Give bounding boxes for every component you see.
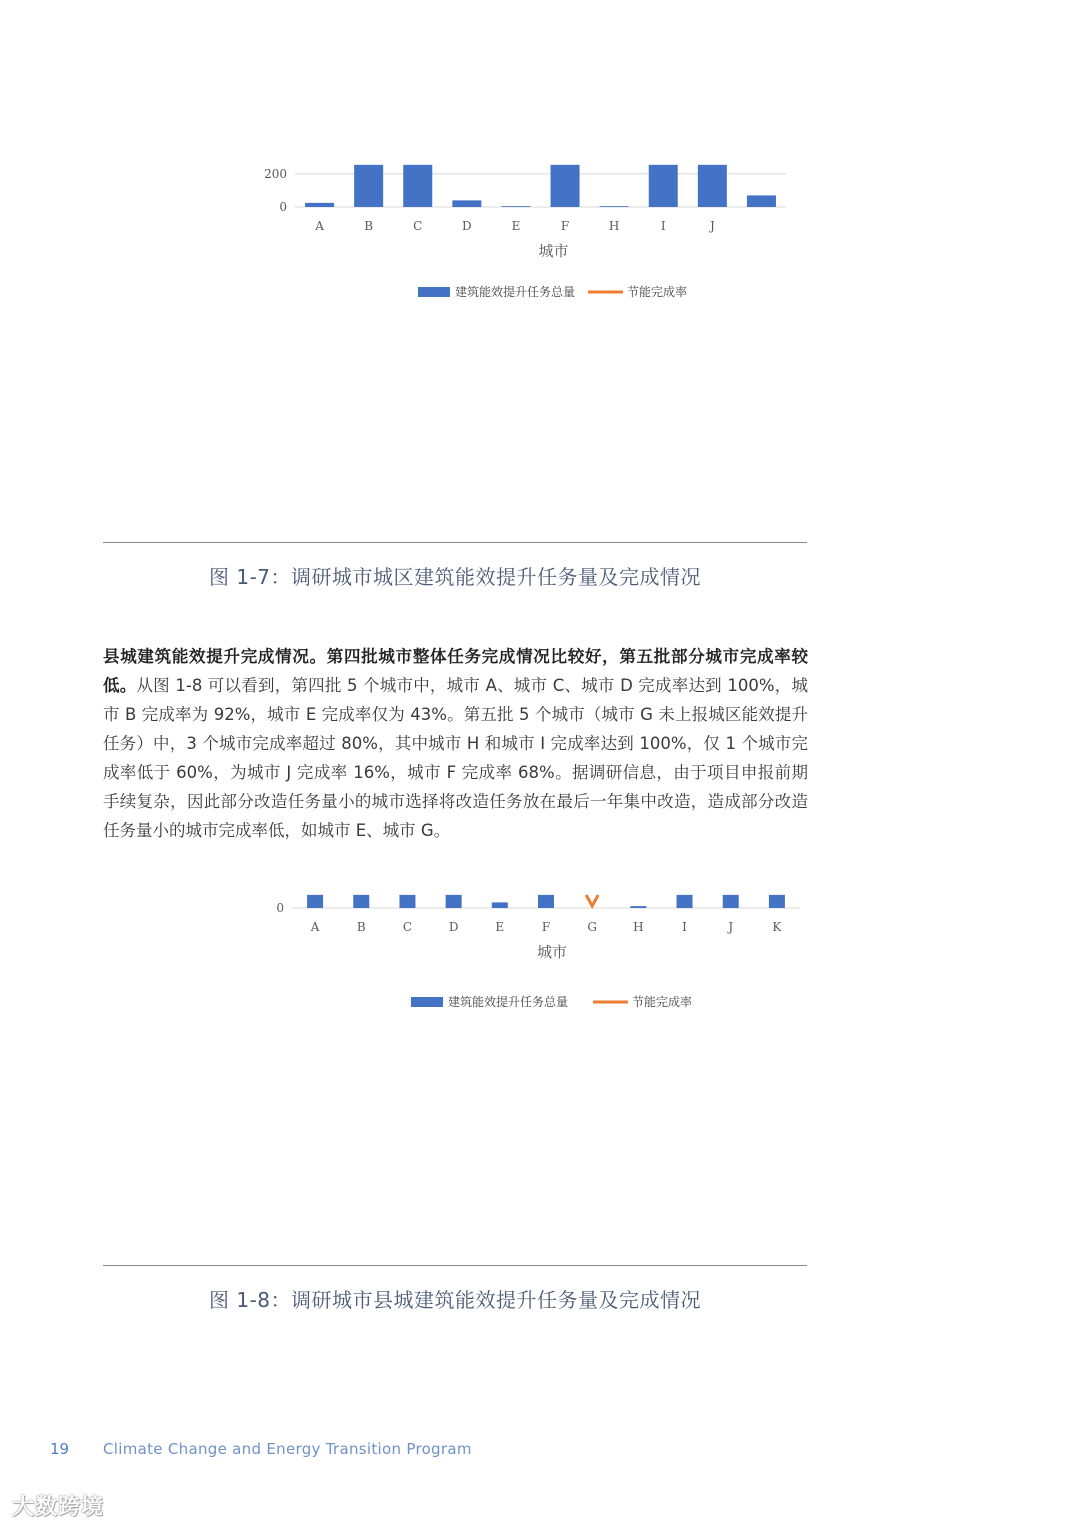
bar-E	[492, 902, 508, 908]
x-tick-label: I	[660, 219, 666, 233]
y-tick-label: 200	[264, 166, 287, 181]
x-tick-label: F	[541, 920, 551, 934]
x-tick-label: A	[315, 219, 324, 233]
bar-J	[723, 895, 739, 908]
x-axis-title: 城市	[538, 242, 569, 260]
x-tick-label: C	[402, 920, 413, 934]
bar-D	[446, 895, 462, 908]
paragraph-body: 从图 1-8 可以看到，第四批 5 个城市中，城市 A、城市 C、城市 D 完成率达到 100%，城市 B 完成率为 92%，城市 E 完成率仅为 43%。第五批 5 个城市（城市 G 未上报城区能效提升任务）中，3 个城市完成率超过 80%，其中城市 H 和城市 I 完成率达到 100%，仅 1 个城市完成率低于 60%，为城市 J 完成率 16%，城市 F 完成率 68%。据调研信息，由于项目申报前期手续复杂，因此部分改造任务量小的城市选择将改造任务放在最后一年集中改造，造成部分改造任务量小的城市完成率低，如城市 E、城市 G。	[103, 676, 808, 840]
bar-H	[630, 906, 646, 908]
caption-fig-1-8: 图 1-8：调研城市县城建筑能效提升任务量及完成情况	[208, 1288, 702, 1312]
x-tick-label: B	[364, 219, 374, 233]
x-tick-label: B	[356, 920, 366, 934]
x-tick-label: E	[511, 219, 521, 233]
x-tick-label: C	[413, 219, 423, 233]
bar-B	[353, 895, 369, 908]
watermark-logo: 大数跨境	[12, 1495, 105, 1520]
y-tick-label: 0	[279, 200, 287, 214]
x-tick-label: G	[587, 920, 597, 934]
paragraph-lead: 县城建筑能效提升完成情况。第四批城市整体任务完成情况比较好，第五批部分城市完成率较低。	[103, 647, 808, 695]
caption-fig-1-7: 图 1-7：调研城市城区建筑能效提升任务量及完成情况	[208, 565, 702, 589]
bar-C	[399, 895, 415, 908]
x-tick-label: F	[560, 219, 570, 233]
x-tick-label: D	[448, 920, 459, 934]
footer-program-name: Climate Change and Energy Transition Program	[103, 1440, 472, 1458]
x-tick-label: A	[310, 920, 320, 934]
x-tick-label: H	[633, 920, 644, 934]
x-tick-label: E	[495, 920, 505, 934]
legend-label-line: 节能完成率	[632, 995, 693, 1009]
divider-fig-1-8	[103, 1265, 807, 1266]
bar-K	[769, 895, 785, 908]
completion-rate-marker	[586, 895, 598, 906]
page-number: 19	[50, 1440, 70, 1458]
legend-swatch-bar	[411, 997, 443, 1007]
x-tick-label: K	[772, 920, 782, 934]
x-tick-label: J	[709, 219, 715, 233]
legend-label-line: 节能完成率	[627, 285, 688, 299]
x-axis-title: 城市	[536, 943, 568, 961]
bar-I	[677, 895, 693, 908]
legend-label-bar: 建筑能效提升任务总量	[455, 285, 576, 299]
legend-label-bar: 建筑能效提升任务总量	[448, 995, 569, 1009]
y-tick-label: 0	[276, 901, 284, 915]
x-tick-label: J	[728, 920, 734, 934]
bar-A	[307, 895, 323, 908]
bar-F	[538, 895, 554, 908]
x-tick-label: H	[608, 219, 620, 233]
x-tick-label: D	[462, 219, 472, 233]
x-tick-label: I	[682, 920, 687, 934]
